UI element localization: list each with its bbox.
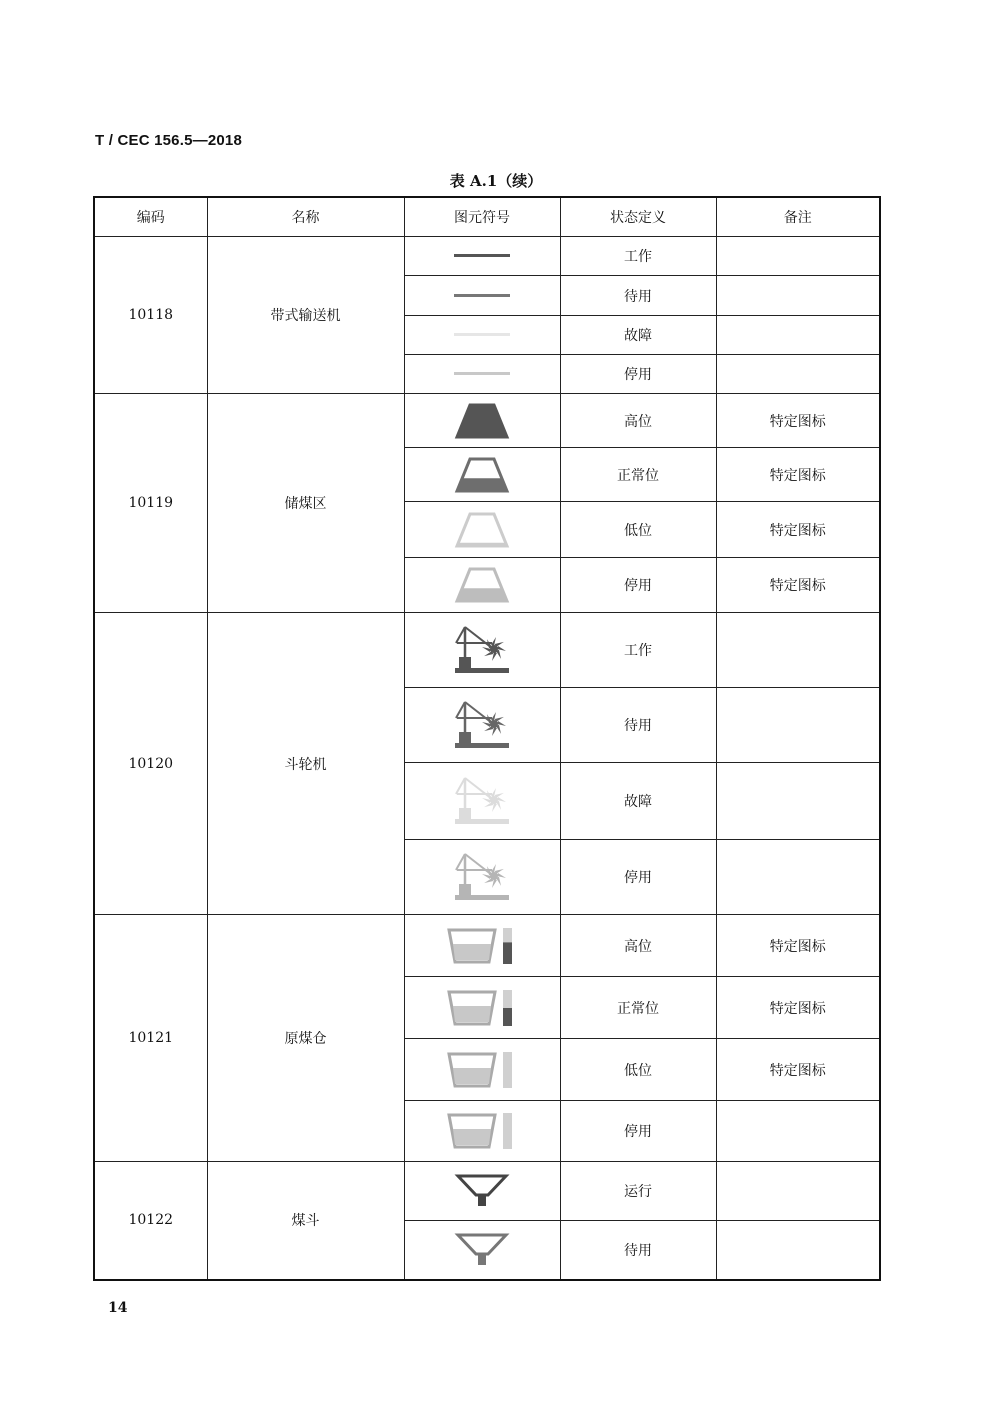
reclaimer-symbol-icon — [404, 840, 560, 915]
hopper-symbol-icon — [404, 1162, 560, 1221]
bunker-icon — [447, 926, 517, 966]
storage-icon — [452, 566, 512, 604]
cell-code: 10121 — [94, 915, 207, 1162]
belt-icon — [452, 293, 512, 299]
bunker-icon — [447, 1111, 517, 1151]
symbol-table — [93, 196, 881, 1281]
cell-note: 特定图标 — [716, 394, 880, 448]
level-gauge — [503, 1113, 512, 1149]
belt-icon — [452, 371, 512, 377]
reclaimer-symbol-icon — [404, 763, 560, 840]
base — [459, 808, 471, 819]
table-row — [94, 915, 880, 977]
pile-fill — [457, 542, 507, 545]
table-row — [94, 1162, 880, 1221]
bunker-fill — [453, 944, 491, 960]
cell-note — [716, 316, 880, 355]
col-header-note: 备注 — [716, 197, 880, 237]
cell-note — [716, 688, 880, 763]
stay — [465, 627, 492, 648]
cell-note — [716, 276, 880, 316]
cell-state: 待用 — [560, 688, 716, 763]
bunker-symbol-icon — [404, 977, 560, 1039]
belt-line — [454, 294, 510, 297]
cell-state: 低位 — [560, 502, 716, 558]
bunker-fill — [453, 1006, 491, 1022]
cell-state: 工作 — [560, 237, 716, 276]
cell-name: 原煤仓 — [207, 915, 404, 1162]
pile-fill — [457, 478, 507, 491]
cell-note — [716, 237, 880, 276]
cell-state: 停用 — [560, 355, 716, 394]
cell-note: 特定图标 — [716, 558, 880, 613]
cell-note — [716, 840, 880, 915]
belt-line — [454, 333, 510, 336]
cell-note — [716, 1221, 880, 1280]
cell-name: 带式输送机 — [207, 237, 404, 394]
counter-stay — [456, 778, 465, 794]
hopper-icon — [454, 1173, 510, 1209]
pile-full — [457, 405, 507, 437]
rail — [455, 819, 509, 824]
hub — [490, 645, 498, 653]
base — [459, 732, 471, 743]
bunker-fill — [453, 1129, 491, 1145]
belt-symbol-icon — [404, 276, 560, 316]
cell-state: 停用 — [560, 558, 716, 613]
pile-outline — [457, 514, 507, 546]
table-row — [94, 237, 880, 276]
reclaimer-icon — [452, 622, 512, 678]
bucket-wheel — [482, 788, 506, 812]
storage-icon — [452, 402, 512, 440]
cell-state: 高位 — [560, 394, 716, 448]
storage-icon — [452, 511, 512, 549]
rail — [455, 668, 509, 673]
bunker-symbol-icon — [404, 915, 560, 977]
cell-note: 特定图标 — [716, 448, 880, 502]
reclaimer-symbol-icon — [404, 613, 560, 688]
bunker-symbol-icon — [404, 1101, 560, 1162]
table-title: 表 A.1（续） — [449, 172, 543, 190]
cell-note: 特定图标 — [716, 915, 880, 977]
col-header-state: 状态定义 — [560, 197, 716, 237]
stay — [465, 702, 492, 723]
hub — [490, 872, 498, 880]
cell-state: 故障 — [560, 316, 716, 355]
belt-symbol-icon — [404, 355, 560, 394]
cell-note — [716, 763, 880, 840]
cell-code: 10122 — [94, 1162, 207, 1280]
bucket-wheel — [482, 712, 506, 736]
base — [459, 884, 471, 895]
storage-symbol-icon — [404, 448, 560, 502]
cell-state: 运行 — [560, 1162, 716, 1221]
cell-code: 10118 — [94, 237, 207, 394]
bunker-symbol-icon — [404, 1039, 560, 1101]
hub — [490, 796, 498, 804]
cell-code: 10120 — [94, 613, 207, 915]
cell-name: 煤斗 — [207, 1162, 404, 1280]
cell-state: 待用 — [560, 276, 716, 316]
cell-note — [716, 1162, 880, 1221]
cell-state: 正常位 — [560, 977, 716, 1039]
bunker-icon — [447, 988, 517, 1028]
col-header-symbol: 图元符号 — [404, 197, 560, 237]
hopper-icon — [454, 1232, 510, 1268]
belt-icon — [452, 253, 512, 259]
belt-symbol-icon — [404, 237, 560, 276]
table-row — [94, 394, 880, 448]
rail — [455, 743, 509, 748]
storage-icon — [452, 456, 512, 494]
rail — [455, 895, 509, 900]
cell-state: 高位 — [560, 915, 716, 977]
reclaimer-symbol-icon — [404, 688, 560, 763]
col-header-name: 名称 — [207, 197, 404, 237]
level-gauge — [503, 1052, 512, 1088]
counter-stay — [456, 702, 465, 718]
cell-note — [716, 355, 880, 394]
reclaimer-icon — [452, 773, 512, 829]
storage-symbol-icon — [404, 394, 560, 448]
page-number: 14 — [108, 1300, 128, 1316]
cell-name: 斗轮机 — [207, 613, 404, 915]
cell-state: 工作 — [560, 613, 716, 688]
pile-fill — [457, 588, 507, 601]
bunker-fill — [453, 1068, 491, 1084]
level-gauge-fill — [503, 1008, 512, 1026]
bucket-wheel — [482, 637, 506, 661]
reclaimer-icon — [452, 849, 512, 905]
hopper-symbol-icon — [404, 1221, 560, 1280]
bunker-icon — [447, 1050, 517, 1090]
counter-stay — [456, 854, 465, 870]
cell-state: 故障 — [560, 763, 716, 840]
counter-stay — [456, 627, 465, 643]
col-header-code: 编码 — [94, 197, 207, 237]
bucket-wheel — [482, 864, 506, 888]
cell-note: 特定图标 — [716, 502, 880, 558]
hopper-outlet — [478, 1195, 486, 1206]
stay — [465, 778, 492, 799]
belt-line — [454, 254, 510, 257]
stay — [465, 854, 492, 875]
belt-line — [454, 372, 510, 375]
hopper-outlet — [478, 1254, 486, 1265]
cell-state: 待用 — [560, 1221, 716, 1280]
cell-note — [716, 1101, 880, 1162]
storage-symbol-icon — [404, 558, 560, 613]
cell-state: 停用 — [560, 840, 716, 915]
cell-code: 10119 — [94, 394, 207, 613]
table-header-row — [94, 197, 880, 237]
belt-symbol-icon — [404, 316, 560, 355]
table-row — [94, 613, 880, 688]
cell-note: 特定图标 — [716, 1039, 880, 1101]
table-body — [94, 237, 880, 1280]
storage-symbol-icon — [404, 502, 560, 558]
hub — [490, 720, 498, 728]
cell-note — [716, 613, 880, 688]
level-gauge-fill — [503, 942, 512, 964]
cell-state: 停用 — [560, 1101, 716, 1162]
belt-icon — [452, 332, 512, 338]
reclaimer-icon — [452, 697, 512, 753]
document-id: T / CEC 156.5—2018 — [95, 132, 243, 149]
cell-state: 正常位 — [560, 448, 716, 502]
base — [459, 657, 471, 668]
cell-name: 储煤区 — [207, 394, 404, 613]
cell-note: 特定图标 — [716, 977, 880, 1039]
cell-state: 低位 — [560, 1039, 716, 1101]
